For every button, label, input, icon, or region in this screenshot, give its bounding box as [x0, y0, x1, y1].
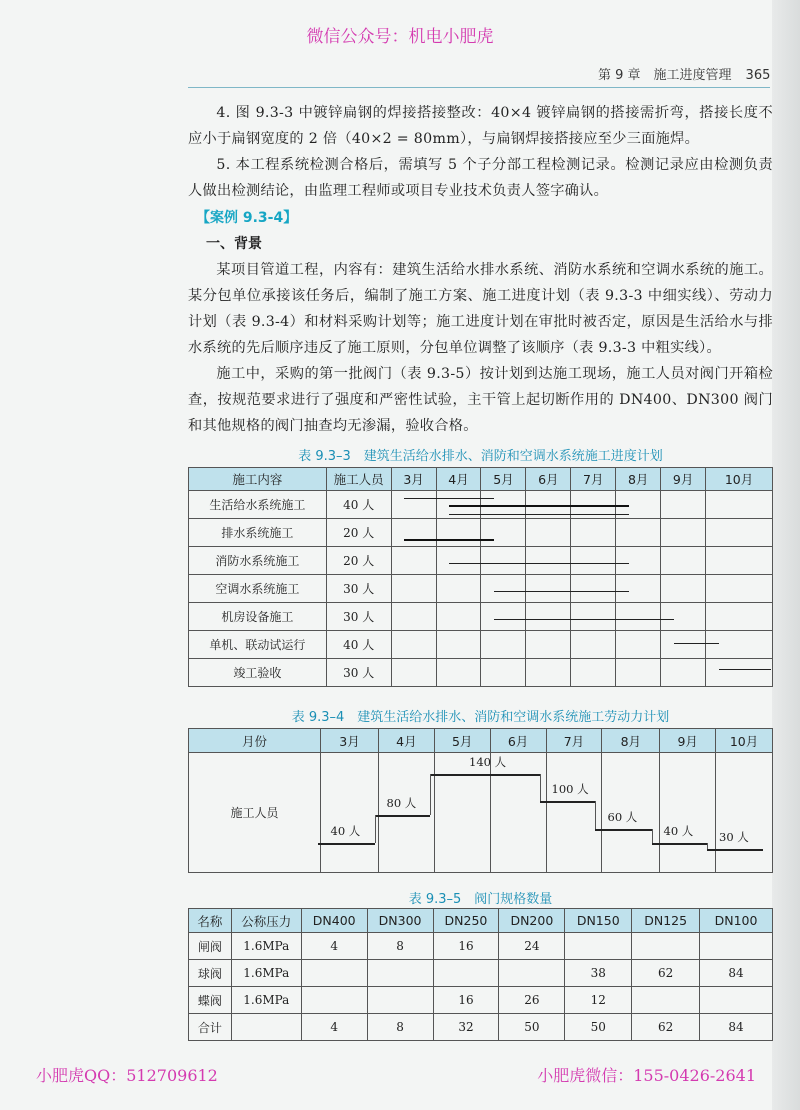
watermark-top: 微信公众号：机电小肥虎	[306, 27, 494, 47]
labor-step-line	[485, 774, 540, 776]
labor-step-line	[430, 774, 485, 776]
valve-cell	[632, 987, 700, 1014]
valve-cell	[301, 960, 367, 987]
table3-header: DN150	[565, 909, 632, 933]
task-staff: 30 人	[326, 603, 391, 631]
table2-header: 月份	[189, 729, 321, 753]
bar-drainage-plan	[449, 514, 629, 515]
paragraph-1: 4. 图 9.3-3 中镀锌扁钢的焊接搭接整改：40×4 镀锌扁钢的搭接需折弯，搭接长度不应小于扁钢宽度的 2 倍（40×2 = 80mm），与扁钢焊接搭接应至少三面施焊。	[188, 105, 773, 147]
table2-header: 5月	[434, 729, 490, 753]
table1-header: 6月	[526, 468, 571, 491]
paragraph-2: 5. 本工程系统检测合格后，需填写 5 个子分部工程检测记录。检测记录应由检测负责人做出检测结论，由监理工程师或项目专业技术负责人签字确认。	[188, 157, 773, 199]
table1-header: 5月	[481, 468, 526, 491]
table1-header: 施工人员	[326, 468, 391, 491]
valve-cell: 合计	[189, 1014, 232, 1041]
table-row	[189, 1014, 773, 1041]
labor-step-riser	[652, 829, 653, 843]
task-staff: 40 人	[326, 631, 391, 659]
table3-header: DN250	[433, 909, 499, 933]
table1-header: 7月	[571, 468, 616, 491]
task-name: 生活给水系统施工	[189, 491, 327, 519]
labor-step-riser	[375, 815, 376, 843]
valve-cell: 50	[499, 1014, 565, 1041]
valve-cell: 84	[700, 1014, 773, 1041]
valve-cell: 8	[367, 933, 433, 960]
table1-header: 9月	[661, 468, 706, 491]
table2-header: 3月	[321, 729, 379, 753]
labor-step-riser	[430, 774, 431, 815]
labor-table	[188, 728, 773, 873]
table-row	[189, 987, 773, 1014]
table3-header: DN125	[632, 909, 700, 933]
task-staff: 20 人	[326, 547, 391, 575]
table1-header: 8月	[616, 468, 661, 491]
valve-cell: 12	[565, 987, 632, 1014]
valve-cell: 4	[301, 933, 367, 960]
table1-header: 4月	[436, 468, 481, 491]
paragraph-3: 某项目管道工程，内容有：建筑生活给水排水系统、消防水系统和空调水系统的施工。某分包单位承接该任务后，编制了施工方案、施工进度计划（表 9.3-3 中细实线）、劳动力计划（表 9.3-4）和材料采购计划等；施工进度计划在审批时被否定，原因是生活给水与排水系统的先后顺序违反了施工原则，分包单位调整了该顺序（表 9.3-3 中粗实线）。	[188, 262, 773, 356]
labor-step-line	[540, 801, 595, 803]
labor-step-line	[595, 829, 652, 831]
labor-value-label: 60 人	[607, 809, 638, 824]
schedule-table	[188, 467, 773, 687]
labor-value-label: 100 人	[551, 782, 589, 797]
valve-cell	[700, 933, 773, 960]
valve-cell	[433, 960, 499, 987]
bar-acceptance	[719, 669, 771, 670]
valve-cell	[301, 987, 367, 1014]
header-rule	[188, 87, 770, 88]
task-staff: 30 人	[326, 659, 391, 687]
valve-cell: 球阀	[189, 960, 232, 987]
valve-cell	[367, 987, 433, 1014]
bar-drainage-adjusted	[404, 539, 494, 541]
labor-step-line	[318, 843, 375, 845]
task-name: 机房设备施工	[189, 603, 327, 631]
valve-cell	[700, 987, 773, 1014]
section-title: 一、背景	[206, 236, 262, 252]
table-row	[189, 933, 773, 960]
task-name: 消防水系统施工	[189, 547, 327, 575]
valve-cell: 38	[565, 960, 632, 987]
valve-cell: 闸阀	[189, 933, 232, 960]
table1-header: 3月	[391, 468, 436, 491]
paragraph-4: 施工中，采购的第一批阀门（表 9.3-5）按计划到达施工现场，施工人员对阀门开箱检查，按规范要求进行了强度和严密性试验，主干管上起切断作用的 DN400、DN300 阀门和其他规格的阀门抽查均无渗漏，验收合格。	[188, 366, 773, 434]
table1-header: 10月	[706, 468, 773, 491]
table3-header: DN100	[700, 909, 773, 933]
bar-water-supply-adjusted	[449, 505, 629, 507]
page-number: 365	[745, 68, 771, 83]
table2-header: 10月	[716, 729, 773, 753]
watermark-bottom-right: 小肥虎微信：155-0426-2641	[537, 1066, 756, 1085]
labor-step-line	[652, 843, 707, 845]
body-text	[188, 100, 773, 439]
table3-header: DN400	[301, 909, 367, 933]
valve-cell	[565, 933, 632, 960]
task-name: 单机、联动试运行	[189, 631, 327, 659]
table2-header: 9月	[660, 729, 716, 753]
book-spine	[772, 0, 800, 1110]
valve-cell: 62	[632, 1014, 700, 1041]
labor-step-riser	[707, 843, 708, 850]
table3-header: 名称	[189, 909, 232, 933]
valve-cell: 26	[499, 987, 565, 1014]
valve-cell: 84	[700, 960, 773, 987]
table2-header: 8月	[602, 729, 660, 753]
task-staff: 40 人	[326, 491, 391, 519]
table1-header: 施工内容	[189, 468, 327, 491]
valve-cell	[632, 933, 700, 960]
valve-table	[188, 908, 773, 1041]
valve-cell: 8	[367, 1014, 433, 1041]
valve-cell: 1.6MPa	[231, 960, 301, 987]
bar-machine-room	[494, 619, 674, 620]
valve-cell	[367, 960, 433, 987]
valve-cell: 24	[499, 933, 565, 960]
table3-header: DN300	[367, 909, 433, 933]
valve-cell: 62	[632, 960, 700, 987]
valve-cell: 蝶阀	[189, 987, 232, 1014]
valve-cell: 16	[433, 933, 499, 960]
task-name: 竣工验收	[189, 659, 327, 687]
labor-row-label: 施工人员	[189, 753, 321, 873]
valve-cell	[499, 960, 565, 987]
case-title: 【案例 9.3-4】	[196, 210, 298, 226]
labor-step-riser	[595, 801, 596, 829]
table2-caption: 表 9.3–4 建筑生活给水排水、消防和空调水系统施工劳动力计划	[291, 710, 670, 725]
labor-step-line	[707, 849, 763, 851]
labor-value-label: 80 人	[386, 796, 417, 810]
page-header	[598, 64, 770, 83]
table1-caption: 表 9.3–3 建筑生活给水排水、消防和空调水系统施工进度计划	[298, 449, 663, 464]
bar-water-supply-plan	[404, 498, 494, 499]
table2-header: 6月	[490, 729, 546, 753]
labor-step-line	[375, 815, 430, 817]
task-name: 排水系统施工	[189, 519, 327, 547]
valve-cell	[231, 1014, 301, 1041]
bar-ac-water	[494, 591, 629, 592]
bar-fire-water	[449, 563, 629, 564]
table2-header: 7月	[546, 729, 602, 753]
table-row	[189, 960, 773, 987]
valve-cell: 32	[433, 1014, 499, 1041]
table3-caption: 表 9.3–5 阀门规格数量	[408, 892, 553, 907]
labor-value-label: 40 人	[330, 823, 361, 838]
task-name: 空调水系统施工	[189, 575, 327, 603]
valve-cell: 50	[565, 1014, 632, 1041]
valve-cell: 1.6MPa	[231, 987, 301, 1014]
labor-value-label: 30 人	[719, 830, 749, 845]
table2-header: 4月	[378, 729, 434, 753]
watermark-bottom-left: 小肥虎QQ：512709612	[36, 1066, 218, 1085]
labor-value-label: 40 人	[663, 823, 694, 838]
task-staff: 20 人	[326, 519, 391, 547]
table3-header: DN200	[499, 909, 565, 933]
valve-cell: 16	[433, 987, 499, 1014]
task-staff: 30 人	[326, 575, 391, 603]
chapter-title: 第 9 章 施工进度管理	[598, 68, 732, 83]
labor-value-label: 140 人	[469, 754, 507, 769]
bar-trial-run	[674, 643, 719, 644]
table3-header: 公称压力	[231, 909, 301, 933]
valve-cell: 4	[301, 1014, 367, 1041]
labor-step-riser	[540, 774, 541, 802]
valve-cell: 1.6MPa	[231, 933, 301, 960]
